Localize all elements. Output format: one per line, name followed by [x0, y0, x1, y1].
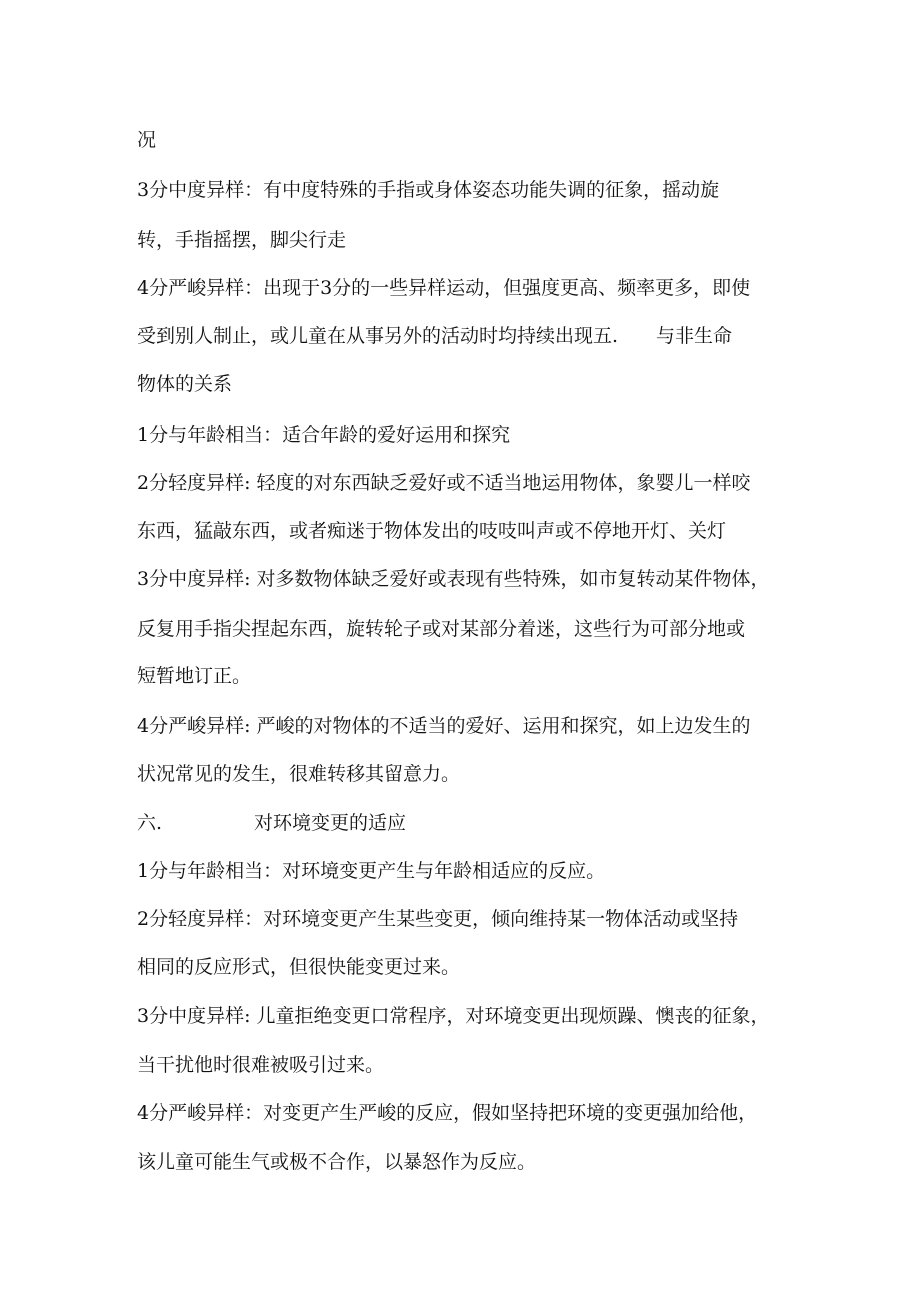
text-line: 3分中度异样: 儿童拒绝变更口常程序，对环境变更出现烦躁、懊丧的征象， [137, 1005, 770, 1027]
text-line: 状况常见的发生，很难转移其留意力。 [137, 763, 461, 785]
section-title: 对环境变更的适应 [254, 812, 407, 834]
text-line: 东西，猛敲东西，或者痴迷于物体发出的吱吱叫声或不停地开灯、关灯 [137, 520, 727, 542]
text-line: 1分与年龄相当：适合年龄的爱好运用和探究 [137, 424, 511, 446]
text-line: 相同的反应形式，但很快能变更过来。 [137, 956, 461, 978]
text-line: 反复用手指尖捏起东西，旋转轮子或对某部分着迷，这些行为可部分地或 [137, 618, 746, 640]
text-line: 4分严峻异样：对变更产生严峻的反应，假如坚持把环境的变更强加给他， [137, 1102, 758, 1124]
text-line: 4分严峻异样: 严峻的对物体的不适当的爱好、运用和探究，如上边发生的 [137, 715, 751, 737]
text-line: 况 [137, 129, 157, 151]
text-line: 4分严峻异样：出现于3分的一些异样运动，但强度更高、频率更多，即使 [137, 277, 751, 299]
text-line [137, 324, 732, 348]
text-line: 短暂地订正。 [137, 665, 252, 687]
text-line: 3分中度异样: 对多数物体缺乏爱好或表现有些特殊，如市复转动某件物体， [137, 568, 770, 590]
text-line: 1分与年龄相当：对环境变更产生与年龄相适应的反应。 [137, 860, 606, 882]
text-line: 2分轻度异样: 轻度的对东西缺乏爱好或不适当地运用物体，象婴儿一样咬 [137, 472, 751, 494]
text-line: 2分轻度异样：对环境变更产生某些变更，倾向维持某一物体活动或坚持 [137, 908, 739, 930]
section-heading [137, 811, 406, 835]
text-line: 转，手指摇摆，脚尖行走 [137, 229, 347, 251]
text-line: 当干扰他时很难被吸引过来。 [137, 1054, 385, 1076]
text-line: 该儿童可能生气或极不合作，以暴怒作为反应。 [137, 1151, 537, 1173]
text-segment: 受到别人制止，或儿童在从事另外的活动时均持续出现五. [137, 325, 619, 347]
text-line: 3分中度异样：有中度特殊的手指或身体姿态功能失调的征象，摇动旋 [137, 179, 720, 201]
text-segment: 与非生命 [656, 325, 733, 347]
section-number: 六. [137, 812, 163, 834]
text-line: 物体的关系 [137, 373, 233, 395]
